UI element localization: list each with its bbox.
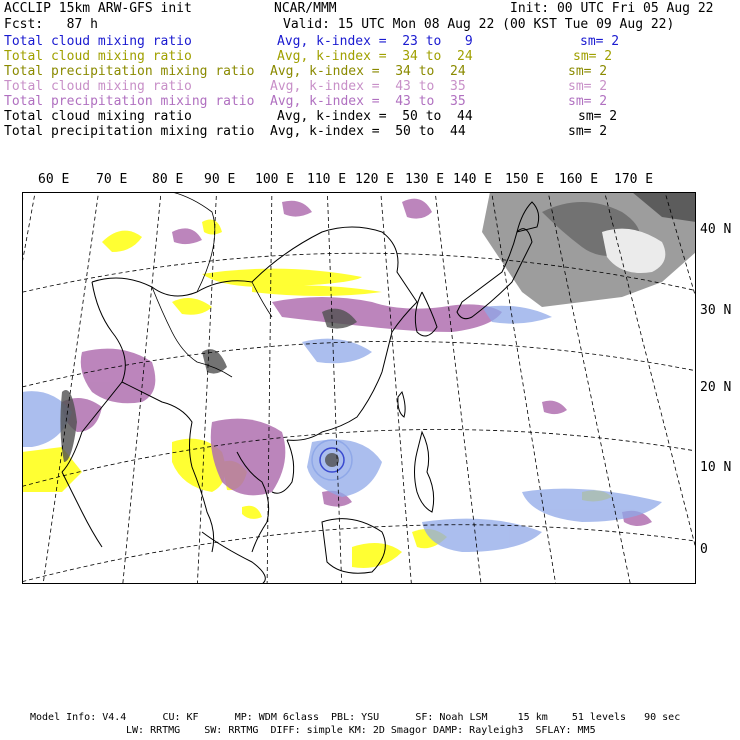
longitude-label: 120 E <box>355 172 395 187</box>
field-sm-0: sm= 2 <box>580 34 620 49</box>
field-name-0: Total cloud mixing ratio <box>4 34 192 49</box>
field-sm-2: sm= 2 <box>568 64 608 79</box>
longitude-label: 110 E <box>307 172 347 187</box>
latitude-label: 0 <box>700 542 708 557</box>
field-avg-4: Avg, k-index = 43 to 35 <box>270 94 466 109</box>
field-name-6: Total precipitation mixing ratio <box>4 124 255 139</box>
forecast-map <box>22 192 696 584</box>
field-avg-5: Avg, k-index = 50 to 44 <box>277 109 473 124</box>
longitude-label: 90 E <box>204 172 236 187</box>
field-avg-6: Avg, k-index = 50 to 44 <box>270 124 466 139</box>
product-title: ACCLIP 15km ARW-GFS init <box>4 1 192 16</box>
longitude-label: 100 E <box>255 172 295 187</box>
latitude-label: 10 N <box>700 460 732 475</box>
valid-time: Valid: 15 UTC Mon 08 Aug 22 (00 KST Tue 09 Aug 22) <box>283 17 675 32</box>
longitude-label: 60 E <box>38 172 70 187</box>
field-sm-1: sm= 2 <box>573 49 613 64</box>
organization: NCAR/MMM <box>274 1 337 16</box>
longitude-label: 140 E <box>453 172 493 187</box>
forecast-hour: Fcst: 87 h <box>4 17 98 32</box>
field-avg-0: Avg, k-index = 23 to 9 <box>277 34 473 49</box>
field-name-5: Total cloud mixing ratio <box>4 109 192 124</box>
field-name-3: Total cloud mixing ratio <box>4 79 192 94</box>
field-sm-6: sm= 2 <box>568 124 608 139</box>
longitude-label: 150 E <box>505 172 545 187</box>
latitude-label: 30 N <box>700 303 732 318</box>
longitude-label: 170 E <box>614 172 654 187</box>
latitude-label: 40 N <box>700 222 732 237</box>
longitude-label: 80 E <box>152 172 184 187</box>
field-avg-3: Avg, k-index = 43 to 35 <box>270 79 466 94</box>
longitude-label: 130 E <box>405 172 445 187</box>
field-sm-5: sm= 2 <box>578 109 618 124</box>
field-sm-4: sm= 2 <box>568 94 608 109</box>
latitude-label: 20 N <box>700 380 732 395</box>
field-sm-3: sm= 2 <box>568 79 608 94</box>
field-avg-2: Avg, k-index = 34 to 24 <box>270 64 466 79</box>
field-avg-1: Avg, k-index = 34 to 24 <box>277 49 473 64</box>
field-name-4: Total precipitation mixing ratio <box>4 94 255 109</box>
longitude-label: 160 E <box>559 172 599 187</box>
model-info-line-2: LW: RRTMG SW: RRTMG DIFF: simple KM: 2D Smagor DAMP: Rayleigh3 SFLAY: MM5 <box>126 725 596 736</box>
field-name-1: Total cloud mixing ratio <box>4 49 192 64</box>
longitude-label: 70 E <box>96 172 128 187</box>
init-time: Init: 00 UTC Fri 05 Aug 22 <box>510 1 714 16</box>
field-name-2: Total precipitation mixing ratio <box>4 64 255 79</box>
model-info-line-1: Model Info: V4.4 CU: KF MP: WDM 6class PBL: YSU SF: Noah LSM 15 km 51 levels 90 sec <box>30 712 681 723</box>
